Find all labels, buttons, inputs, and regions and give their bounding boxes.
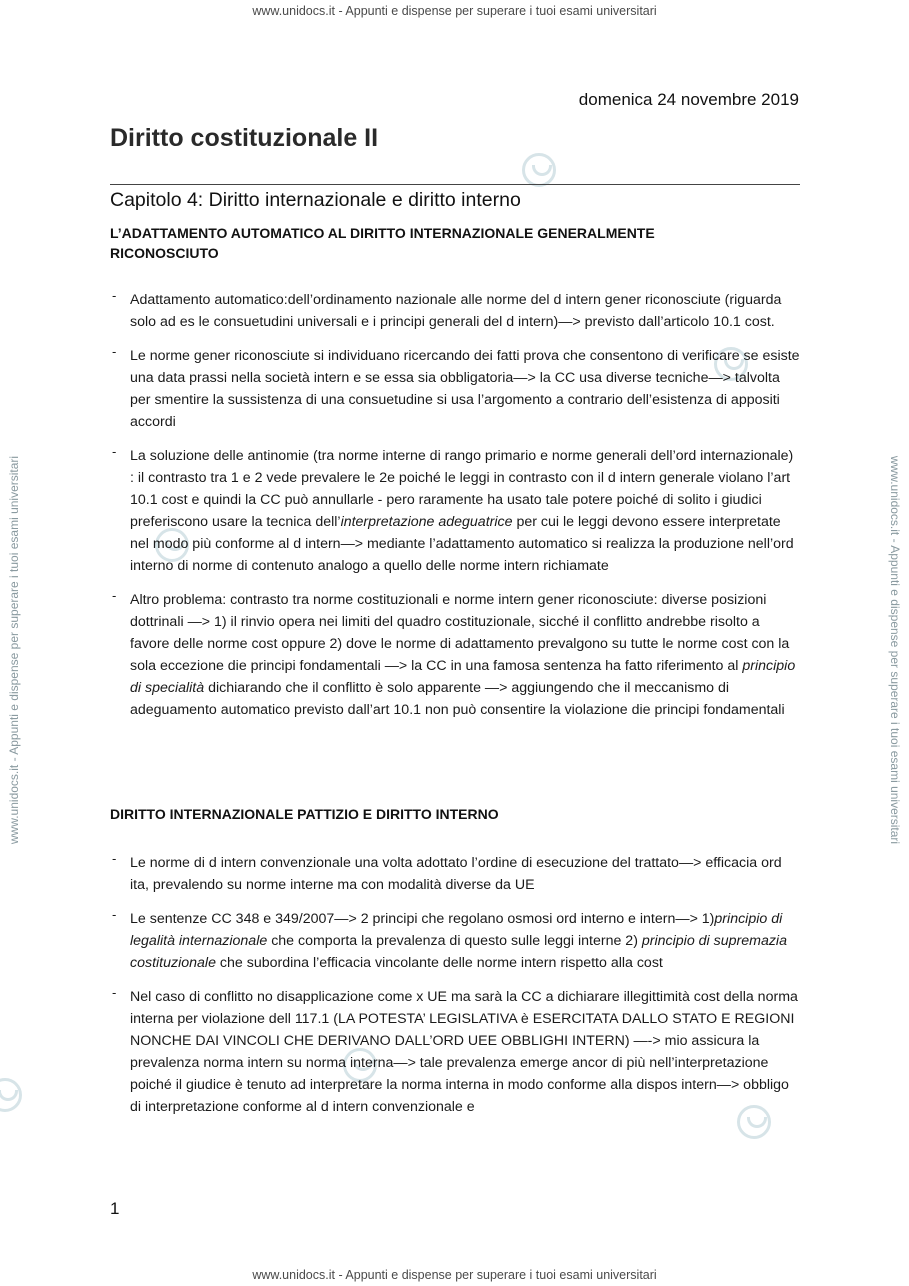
bullet-text: Adattamento automatico:dell’ordinamento nazionale alle norme del d intern gener riconosciute (riguarda solo ad es le consuetudini universali e i principi generali del d intern)—> previsto dall’articolo 10.1 cost. <box>130 292 782 330</box>
section-heading: L’ADATTAMENTO AUTOMATICO AL DIRITTO INTERNAZIONALE GENERALMENTE RICONOSCIUTO <box>110 225 655 261</box>
italic-term: principio di supremazia costituzionale <box>130 933 787 971</box>
bullet-item <box>110 908 800 974</box>
bullet-text: Altro problema: contrasto tra norme costituzionali e norme intern gener riconosciute: diverse posizioni dottrinali —> 1) il rinvio opera nei limiti del quadro costituzionale, sicché il conflitto andrebbe risolto a favore delle norme cost oppure 2) dove le norme di adattamento prevalgono su tutte le norme cost con la sola eccezione die principi fondamentali —> la CC in una famosa sentenza ha fatto riferimento al <box>130 592 790 674</box>
bullet-item <box>110 445 800 577</box>
unidocs-logo-icon <box>522 153 556 187</box>
bullet-text: dichiarando che il conflitto è solo apparente —> aggiungendo che il meccanismo di adeguamento automatico previsto dall’art 10.1 non può consentire la violazione die principi fondamentali <box>130 680 785 718</box>
bullet-item <box>110 852 800 896</box>
bullet-text: La soluzione delle antinomie (tra norme interne di rango primario e norme generali dell’ord internazionale) : il contrasto tra 1 e 2 vede prevalere le 2e poiché le leggi in contrasto con il d intern generale violano l’art 10.1 cost e quindi la CC può annullarle - pero raramente ha usato tale potere poiché di solito i giudici preferiscono usare la tecnica dell’ <box>130 448 794 530</box>
bullet-item <box>110 986 800 1118</box>
document-title: Diritto costituzionale II <box>110 124 379 152</box>
bullet-text: per cui le leggi devono essere interpretate nel modo più conforme al d intern—> mediante l’adattamento automatico si realizza la produzione nell’ord interno di norme di contenuto analogo a quello delle norme intern richiamate <box>130 514 794 574</box>
bullet-text: Nel caso di conflitto no disapplicazione come x UE ma sarà la CC a dichiarare illegittimità cost della norma interna per violazione dell 117.1 (LA POTESTA’ LEGISLATIVA è ESERCITATA DALLO STATO E REGIONI NONCHE DAI VINCOLI CHE DERIVANO DALL’ORD UEE OBBLIGHI INTERN) —-> mio assicura la prevalenza norma intern su norma interna—> tale prevalenza emerge ancor di più nell’interpretazione poiché il giudice è tenuto ad interpretare la norma interna in modo conforme alla dispos intern—> obbligo di interpretazione conforme al d intern convenzionale e <box>130 989 798 1115</box>
section-heading: DIRITTO INTERNAZIONALE PATTIZIO E DIRITTO INTERNO <box>110 806 499 822</box>
page-number: 1 <box>110 1199 120 1218</box>
bullet-text: Le norme di d intern convenzionale una volta adottato l’ordine di esecuzione del trattato—> efficacia ord ita, prevalendo su norme interne ma con modalità diverse da UE <box>130 855 782 893</box>
bullet-list <box>110 289 800 733</box>
italic-term: principio di specialità <box>130 658 796 696</box>
watermark-left: www.unidocs.it - Appunti e dispense per superare i tuoi esami universitari <box>7 455 21 845</box>
bullet-text: Le norme gener riconosciute si individuano ricercando dei fatti prova che consentono di verificare se esiste una data prassi nella società intern e se essa sia obbligatoria—> la CC usa diverse tecniche—> talvolta per smentire la sussistenza di una consuetudine si usa l’argomento a contrario dell’esistenza di appositi accordi <box>130 348 800 430</box>
bullet-item <box>110 289 800 333</box>
watermark-top: www.unidocs.it - Appunti e dispense per superare i tuoi esami universitari <box>252 4 657 18</box>
bullet-item <box>110 345 800 433</box>
bullet-text: che subordina l’efficacia vincolante delle norme intern rispetto alla cost <box>215 955 663 971</box>
bullet-text: Le sentenze CC 348 e 349/2007—> 2 principi che regolano osmosi ord interno e intern—> 1) <box>130 911 715 927</box>
italic-term: interpretazione adeguatrice <box>340 514 513 530</box>
chapter-heading: Capitolo 4: Diritto internazionale e diritto interno <box>110 189 521 211</box>
watermark-bottom: www.unidocs.it - Appunti e dispense per superare i tuoi esami universitari <box>252 1268 657 1282</box>
bullet-text: che comporta la prevalenza di questo sulle leggi interne 2) <box>267 933 642 949</box>
document-date: domenica 24 novembre 2019 <box>578 90 799 109</box>
watermark-right: www.unidocs.it - Appunti e dispense per superare i tuoi esami universitari <box>888 455 902 845</box>
bullet-list <box>110 852 800 1130</box>
bullet-item <box>110 589 800 721</box>
title-divider <box>110 184 800 185</box>
italic-term: principio di legalità internazionale <box>130 911 783 949</box>
